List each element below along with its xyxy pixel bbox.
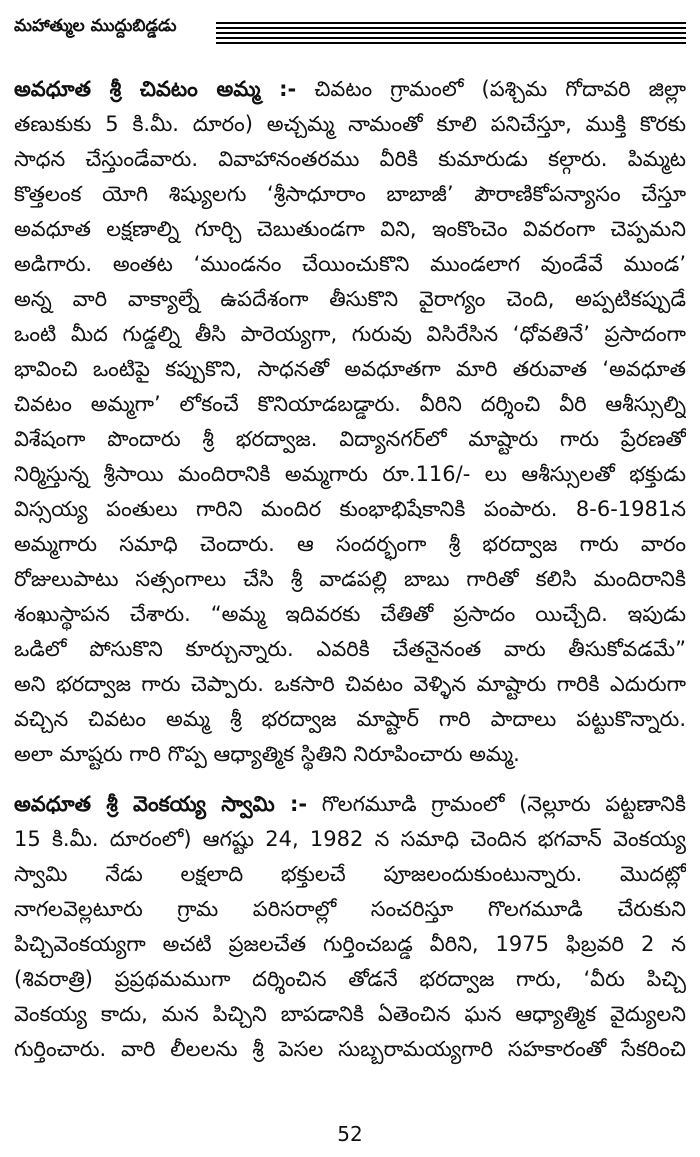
paragraph-line: (శివరాత్రి) ప్రప్రథమముగా దర్శించిన తోడనే భరద్వాజ గారు, ‘వీరు పిచ్చి (14, 967, 686, 991)
paragraph-text: గొలగమూడి గ్రామంలో (నెల్లూరు పట్టణానికి (307, 792, 686, 816)
paragraph-line: విశేషంగా పొందారు శ్రీ భరద్వాజ. విద్యానగర్‌లో మాష్టారు గారు ప్రేరణతో (14, 427, 686, 451)
paragraph-line: అడిగారు. అంతట ‘ముండనం చేయించుకొని ముండలాగ వుండేవే ముండ’ (14, 252, 686, 276)
paragraph-line: ఒడిలో పోసుకొని కూర్చున్నారు. ఎవరికి చేతనైనంత వారు తీసుకోవడమే” (14, 637, 686, 661)
paragraph-text: చివటం గ్రామంలో (పశ్చిమ గోదావరి జిల్లా (296, 77, 686, 101)
paragraph-line: ఒంటి మీద గుడ్డల్ని తీసి పారెయ్యగా, గురువు విసిరేసిన ‘ధోవతినే’ ప్రసాదంగా (14, 322, 686, 346)
section-heading-chivatam-amma: అవధూత శ్రీ చివటం అమ్మ :- (14, 77, 297, 101)
paragraph-line: అలా మాష్టరు గారి గొప్ప ఆధ్యాత్మిక స్థితిని నిరూపించారు అమ్మ. (14, 742, 520, 766)
paragraph-gap (14, 772, 686, 787)
header-rule-lines (216, 22, 686, 47)
paragraph-line: తణుకుకు 5 కి.మీ. దూరం) అచ్చమ్మ నామంతో కూలి పనిచేస్తూ, ముక్తి కొరకు (14, 112, 686, 136)
running-header (14, 12, 686, 48)
body-text (14, 72, 686, 1067)
paragraph-line: వెంకయ్య కాదు, మన పిచ్చిని బాపడానికి ఏతెంచిన ఘన ఆధ్యాత్మిక వైద్యులని (14, 1002, 686, 1026)
paragraph-line: అన్న వారి వాక్యాల్నే ఉపదేశంగా తీసుకొని వైరాగ్యం చెంది, అప్పటికప్పుడే (14, 287, 686, 311)
paragraph-line: స్వామి నేడు లక్షలాది భక్తులచే పూజలందుకుంటున్నారు. మొదట్లో (14, 862, 686, 886)
paragraph-line: శంఖుస్థాపన చేశారు. “అమ్మ ఇదివరకు చేతితో ప్రసాదం యిచ్చేది. ఇపుడు (14, 602, 686, 626)
paragraph-line: కొత్తలంక యోగి శిష్యులగు ‘శ్రీసాధూరాం బాబాజీ’ పౌరాణికోపన్యాసం చేస్తూ (14, 182, 686, 206)
paragraph-line: విస్సయ్య పంతులు గారిని మందిర కుంభాభిషేకానికి పంపారు. 8-6-1981న (14, 497, 686, 521)
header-rule (216, 37, 686, 39)
paragraph-line: నిర్మిస్తున్న శ్రీసాయి మందిరానికి అమ్మగారు రూ.116/- లు ఆశీస్సులతో భక్తుడు (14, 462, 686, 486)
paragraph-line: చివటం అమ్మగా’ లోకంచే కొనియాడబడ్డారు. వీరిని దర్శించి వీరి ఆశీస్సుల్ని (14, 392, 686, 416)
header-rule (216, 27, 686, 29)
header-rule (216, 42, 686, 44)
paragraph-line: పిచ్చివెంకయ్యగా అచటి ప్రజలచేత గుర్తించబడ్డ వీరిని, 1975 ఫిబ్రవరి 2 న (14, 932, 686, 956)
paragraph-line: సాధన చేస్తుండేవారు. వివాహానంతరము వీరికి కుమారుడు కల్గారు. పిమ్మట (14, 147, 686, 171)
paragraph-line: గుర్తించారు. వారి లీలలను శ్రీ పెసల సుబ్బరామయ్యగారి సహకారంతో సేకరించి (14, 1037, 686, 1061)
book-title: మహాత్ముల ముద్దుబిడ్డడు (14, 16, 177, 36)
header-rule (216, 22, 686, 24)
paragraph-line: వచ్చిన చివటం అమ్మ శ్రీ భరద్వాజ మాష్టార్ గారి పాదాలు పట్టుకొన్నారు. (14, 707, 686, 731)
paragraph-line: అని భరద్వాజ గారు చెప్పారు. ఒకసారి చివటం వెళ్ళిన మాష్టారు గారికి ఎదురుగా (14, 672, 686, 696)
paragraph-line (14, 787, 686, 822)
paragraph-line: అమ్మగారు సమాధి చెందారు. ఆ సందర్భంగా శ్రీ భరద్వాజ గారు వారం (14, 532, 686, 556)
paragraph-line (14, 72, 686, 107)
paragraph-line: అవధూత లక్షణాల్ని గూర్చి చెబుతుండగా విని, ఇంకొంచెం వివరంగా చెప్పమని (14, 217, 686, 241)
paragraph-line: భావించి ఒంటిపై కప్పుకొని, సాధనతో అవధూతగా మారి తరువాత ‘అవధూత (14, 357, 686, 381)
page-number: 52 (337, 1122, 363, 1146)
header-rule (216, 32, 686, 34)
paragraph-line: 15 కి.మీ. దూరంలో) ఆగష్టు 24, 1982 న సమాధి చెందిన భగవాన్ వెంకయ్య (14, 827, 686, 851)
paragraph-line: నాగలవెల్లటూరు గ్రామ పరిసరాల్లో సంచరిస్తూ గొలగమూడి చేరుకుని (14, 897, 686, 921)
paragraph-line: రోజులుపాటు సత్సంగాలు చేసి శ్రీ వాడపల్లి బాబు గారితో కలిసి మందిరానికి (14, 567, 686, 591)
section-heading-venkayya-swami: అవధూత శ్రీ వెంకయ్య స్వామి :- (14, 792, 308, 816)
